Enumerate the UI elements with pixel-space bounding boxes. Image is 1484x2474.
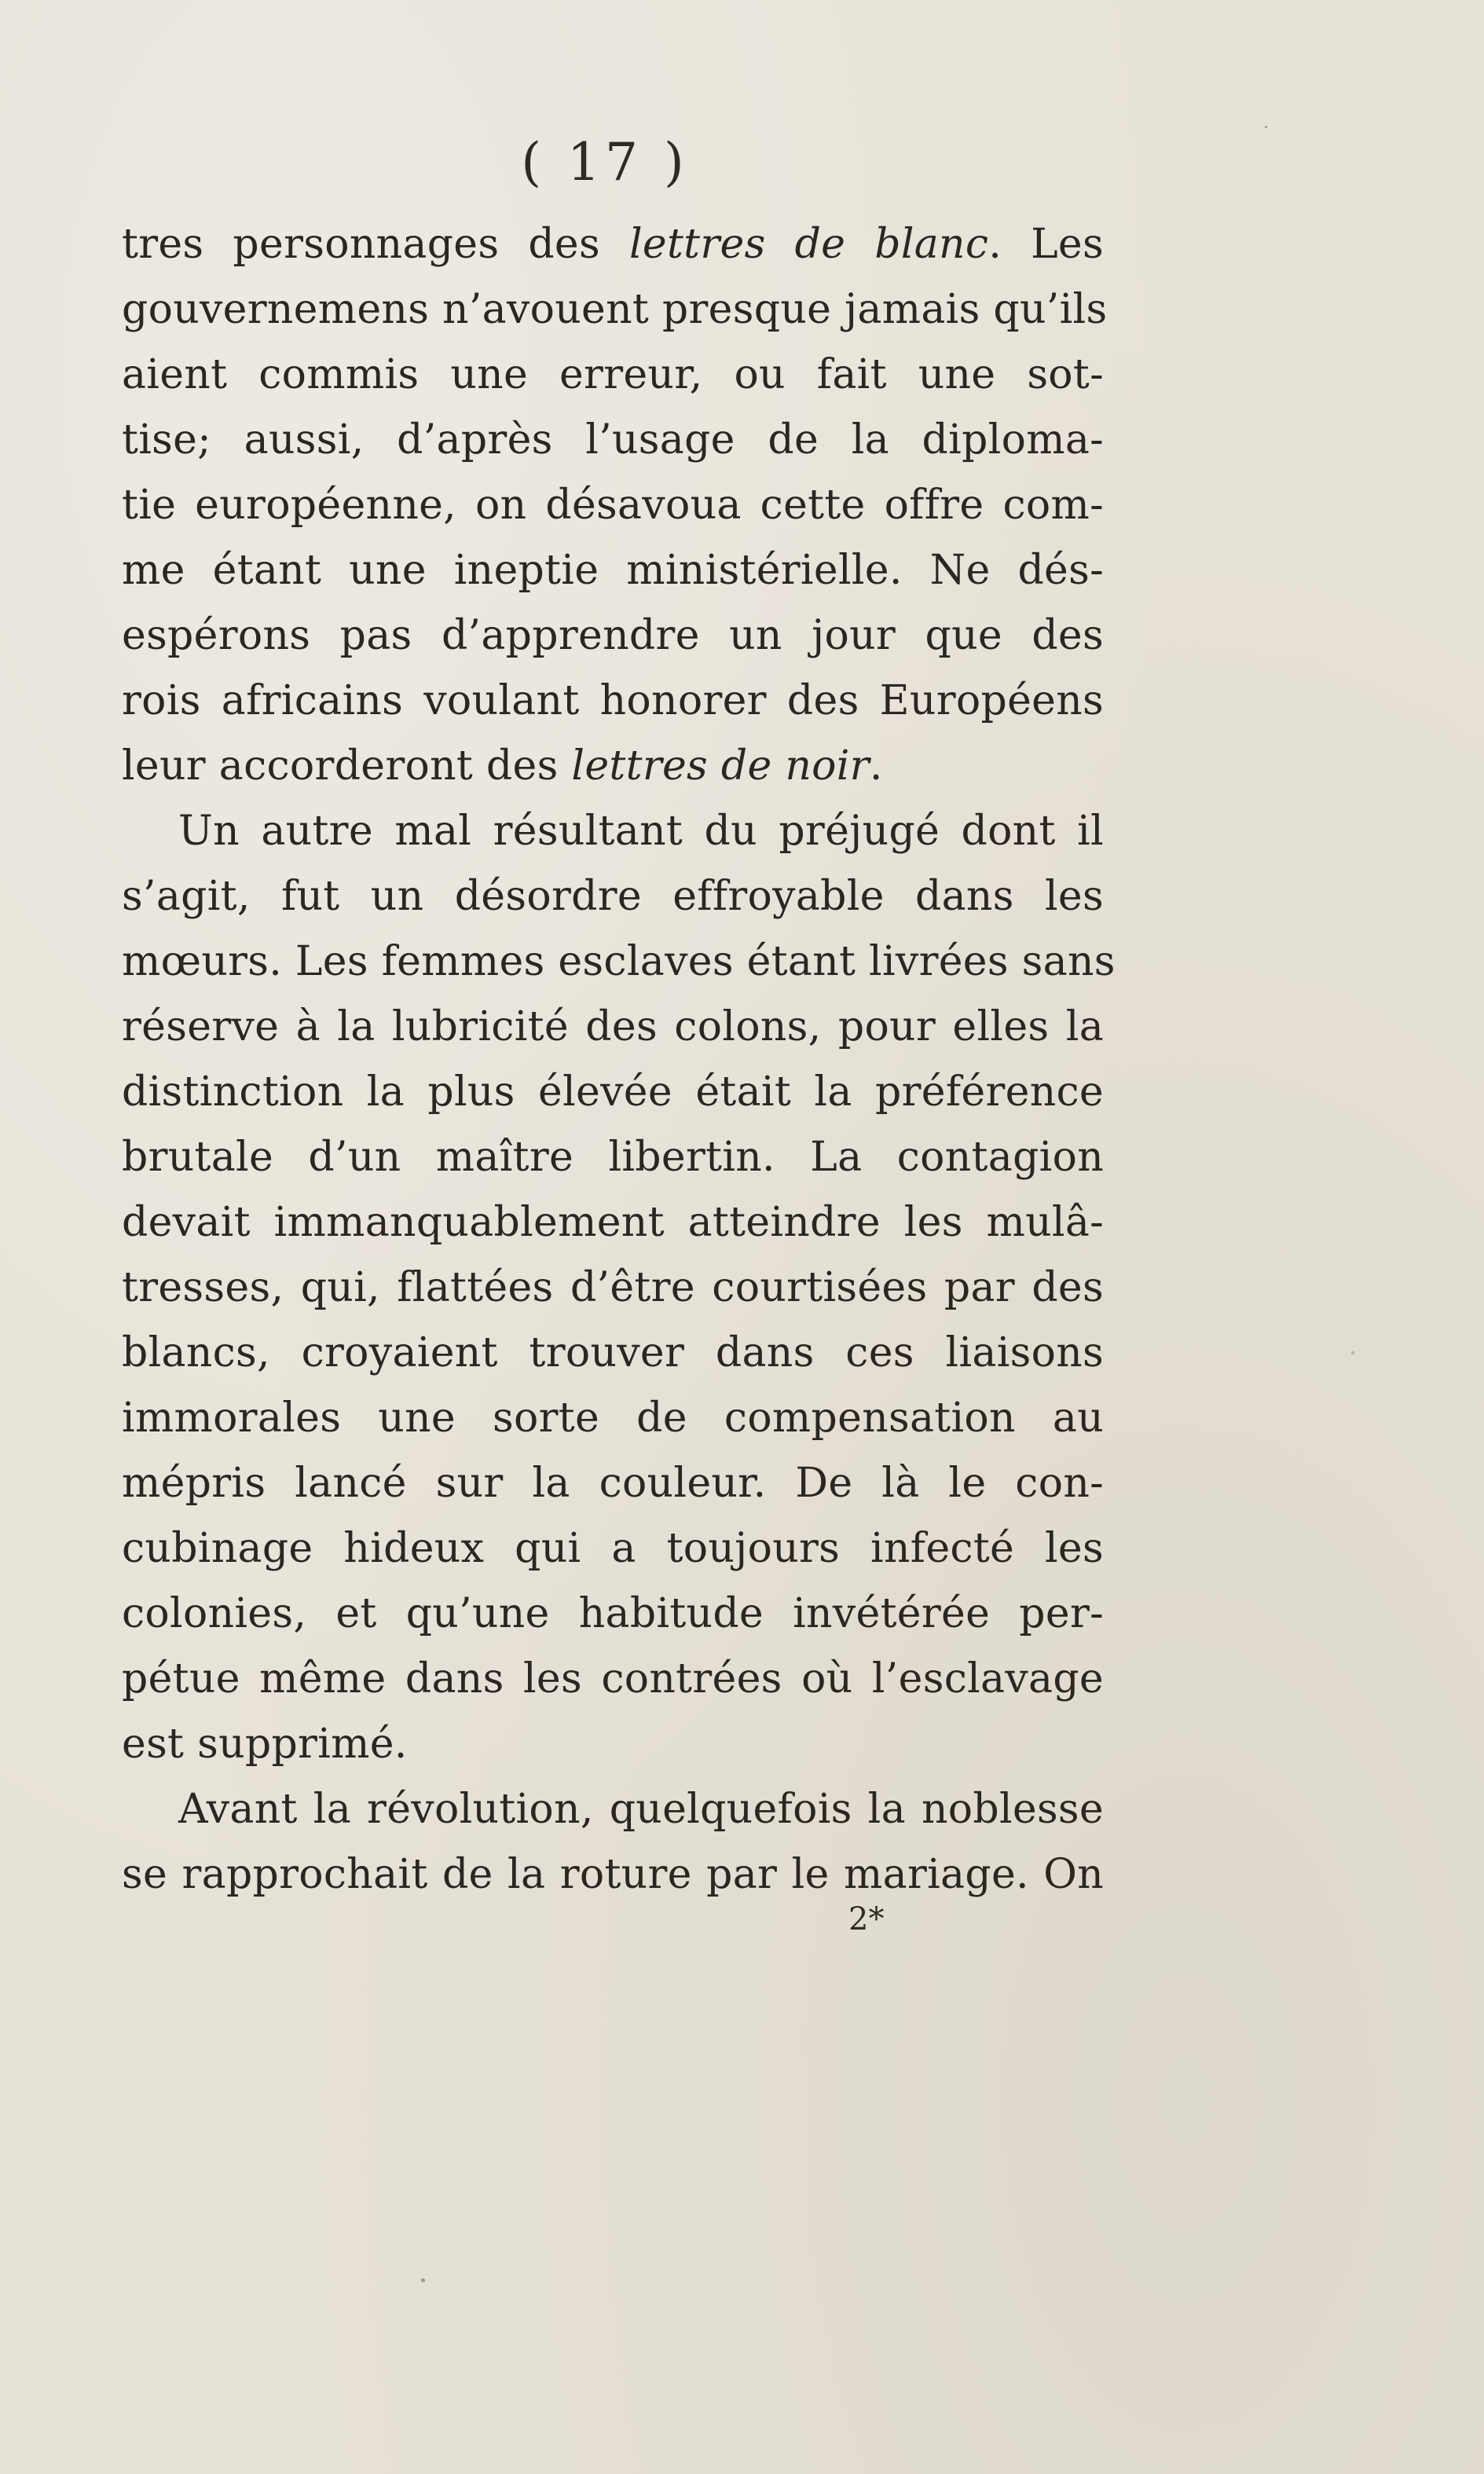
text-run: . Les [988,221,1104,268]
italic-text: lettres de noir [571,742,870,790]
text-line [122,603,1104,669]
text-run: leur accorderont des [122,742,572,790]
text-run: brutale d’un maître libertin. La contagion [122,1134,1104,1181]
text-run: immorales une sorte de compensation au [122,1395,1104,1442]
text-run: devait immanquablement atteindre les mulâ- [122,1199,1104,1246]
text-run: me étant une ineptie ministérielle. Ne dés- [122,547,1104,594]
text-line [122,1647,1104,1712]
text-run: aient commis une erreur, ou fait une sot- [122,351,1104,398]
text-run: tresses, qui, flattées d’être courtisées par des [122,1264,1104,1311]
text-run: cubinage hideux qui a toujours infecté les [122,1525,1104,1572]
text-line [122,1451,1104,1516]
paper-speck [1265,126,1267,128]
text-line [122,1321,1104,1386]
text-line [122,1386,1104,1451]
text-run: mépris lancé sur la couleur. De là le con- [122,1460,1104,1507]
text-run: distinction la plus élevée était la préférence [122,1068,1104,1116]
text-line [122,864,1104,929]
text-run: espérons pas d’apprendre un jour que des [122,612,1104,659]
text-line [122,995,1104,1060]
text-line [122,1582,1104,1647]
text-line [122,669,1104,734]
text-line [122,1516,1104,1582]
text-line [122,734,1104,799]
text-run: colonies, et qu’une habitude invétérée per- [122,1590,1104,1637]
text-run: mœurs. Les femmes esclaves étant livrées sans [122,938,1116,985]
text-run: tise; aussi, d’après l’usage de la diploma- [122,416,1104,464]
italic-text: lettres de blanc [628,221,989,268]
text-line [122,1255,1104,1321]
text-run: pétue même dans les contrées où l’esclavage [122,1655,1104,1702]
text-line [122,1842,1104,1908]
signature-mark: 2* [848,1901,885,1937]
text-run: tres personnages des [122,221,629,268]
text-line [122,538,1104,603]
text-run: est supprimé. [122,1721,408,1768]
text-line [122,1125,1104,1190]
paper-speck [421,2278,425,2282]
text-line [122,1190,1104,1255]
text-run: s’agit, fut un désordre effroyable dans les [122,873,1104,920]
text-run: . [869,742,883,790]
text-line [122,408,1104,473]
text-run: Un autre mal résultant du préjugé dont il [178,808,1104,855]
text-line [122,929,1116,995]
text-run: rois africains voulant honorer des Européens [122,677,1104,724]
paper-speck [1351,1351,1354,1354]
text-run: Avant la révolution, quelquefois la noblesse [178,1786,1104,1833]
text-line [122,277,1108,343]
text-line [122,1060,1104,1125]
text-line [122,1777,1104,1842]
text-line [122,799,1104,864]
page-number: ( 17 ) [521,132,689,192]
text-run: tie européenne, on désavoua cette offre com- [122,482,1104,529]
text-run: blancs, croyaient trouver dans ces liaisons [122,1329,1104,1376]
body-text [122,212,1116,1908]
text-run: gouvernemens n’avouent presque jamais qu’ils [122,286,1108,333]
text-line [122,212,1104,277]
text-line [122,473,1104,538]
text-run: se rapprochait de la roture par le mariage. On [122,1851,1104,1898]
text-line [122,343,1104,408]
text-run: réserve à la lubricité des colons, pour elles la [122,1003,1104,1050]
text-line [122,1712,1104,1777]
